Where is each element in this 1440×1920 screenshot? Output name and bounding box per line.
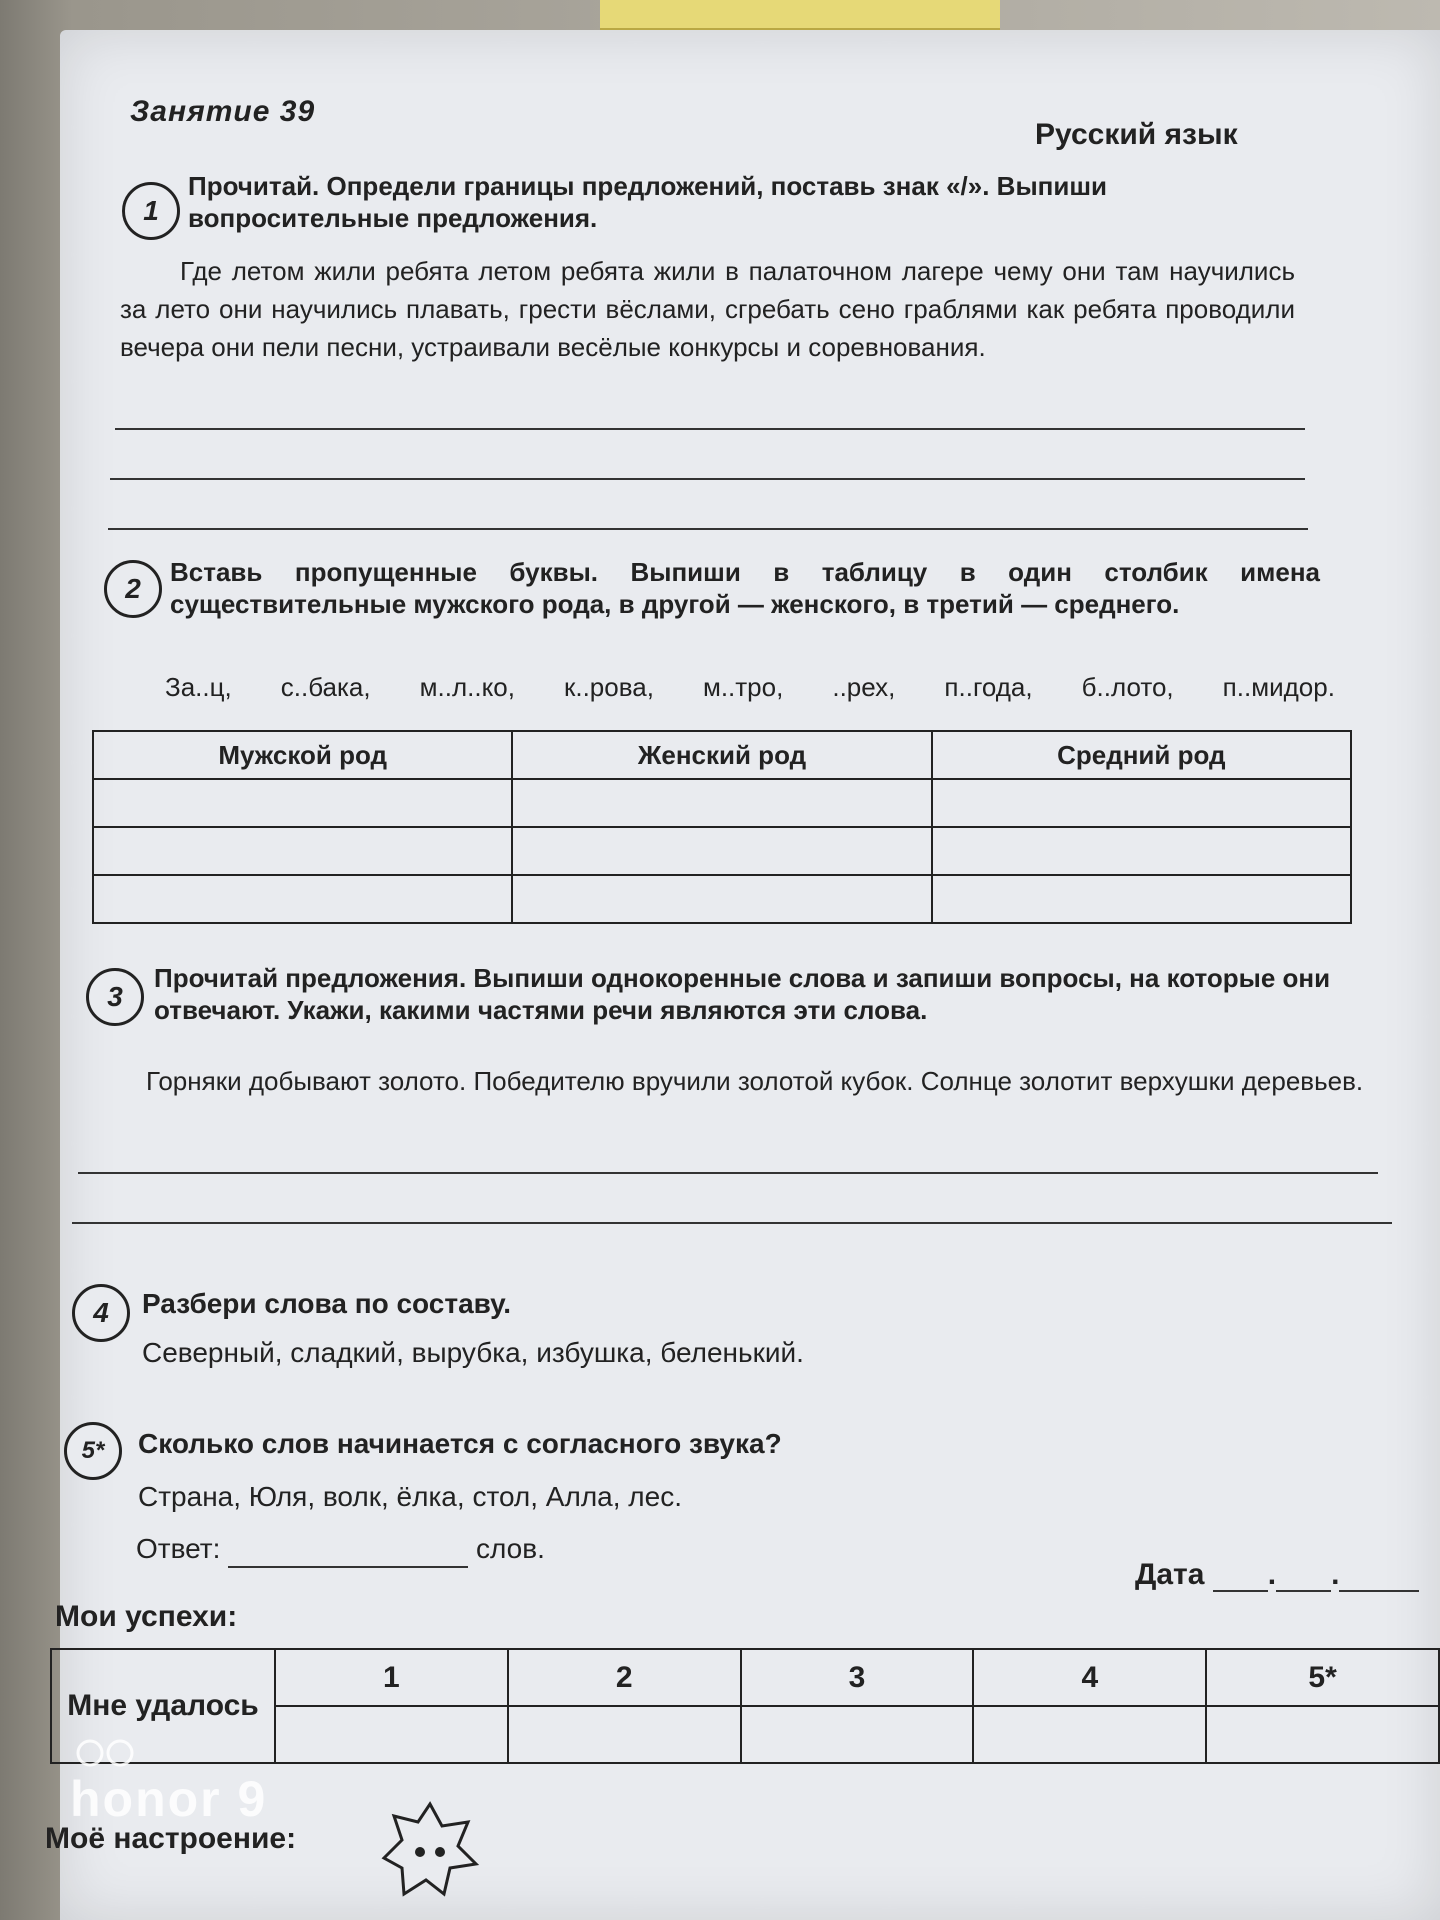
success-cell[interactable]: [741, 1706, 974, 1763]
table-cell[interactable]: [932, 875, 1351, 923]
answer-line[interactable]: [108, 528, 1308, 530]
word: п..года,: [944, 672, 1033, 702]
word: За..ц,: [165, 672, 232, 702]
task-number-4: 4: [72, 1284, 130, 1342]
word: ..рех,: [832, 672, 896, 702]
answer-label: Ответ:: [136, 1533, 221, 1564]
task-number-2: 2: [104, 560, 162, 618]
task4-text: Северный, сладкий, вырубка, избушка, беленький.: [142, 1337, 804, 1368]
task2-word-list: [165, 672, 1335, 703]
task1-text: Где летом жили ребята летом ребята жили в палаточном лагере чему они там научились за лето они научились плавать, грести вёслами, сгребать сено граблями как ребята проводили вечера они пели песни, устраивали весёлые конкурсы и соревнования.: [120, 256, 1295, 362]
column-header: 1: [275, 1649, 508, 1706]
date-day-line[interactable]: [1213, 1562, 1268, 1592]
answer-line[interactable]: [72, 1222, 1392, 1224]
task5-answer: [136, 1530, 836, 1568]
gender-table: [92, 730, 1352, 924]
column-header: 4: [973, 1649, 1206, 1706]
table-cell[interactable]: [932, 827, 1351, 875]
task3-text: Горняки добывают золото. Победителю вручили золотой кубок. Солнце золотит верхушки деревьев.: [146, 1066, 1364, 1096]
task4-title: Разбери слова по составу.: [142, 1288, 512, 1319]
task-number-5: 5*: [64, 1422, 122, 1480]
success-table: [50, 1648, 1440, 1764]
success-cell[interactable]: [1206, 1706, 1439, 1763]
answer-input-line[interactable]: [228, 1536, 468, 1568]
table-cell[interactable]: [932, 779, 1351, 827]
table-cell[interactable]: [512, 827, 931, 875]
answer-line[interactable]: [110, 478, 1305, 480]
top-book-edge: [600, 0, 1000, 30]
lesson-title: Занятие 39: [130, 95, 316, 128]
answer-suffix: слов.: [475, 1533, 545, 1564]
row-label: Мне удалось: [51, 1649, 275, 1763]
success-cell[interactable]: [508, 1706, 741, 1763]
word: б..лото,: [1081, 672, 1174, 702]
word: м..л..ко,: [419, 672, 515, 702]
subject-title: Русский язык: [1035, 118, 1238, 151]
task-number-3: 3: [86, 968, 144, 1026]
table-cell[interactable]: [93, 875, 512, 923]
column-header-neuter: Средний род: [932, 731, 1351, 779]
success-cell[interactable]: [973, 1706, 1206, 1763]
date-label: Дата: [1135, 1558, 1205, 1591]
word: п..мидор.: [1222, 672, 1335, 702]
task2-title: Вставь пропущенные буквы. Выпиши в таблицу в один столбик имена существительные мужского рода, в другой — женского, в третий — среднего.: [170, 557, 1320, 619]
word: к..рова,: [563, 672, 654, 702]
column-header: 3: [741, 1649, 974, 1706]
mood-label: Моё настроение:: [45, 1822, 297, 1855]
task3-title: Прочитай предложения. Выпиши однокоренные слова и запиши вопросы, на которые они отвечают. Укажи, какими частями речи являются эти слова.: [154, 963, 1331, 1025]
date-field: Дата . .: [1135, 1558, 1419, 1592]
column-header-feminine: Женский род: [512, 731, 931, 779]
camera-watermark-icon: [75, 1738, 165, 1768]
column-header: 5*: [1206, 1649, 1439, 1706]
date-month-line[interactable]: [1276, 1562, 1331, 1592]
mood-star-icon[interactable]: [380, 1800, 480, 1900]
column-header: 2: [508, 1649, 741, 1706]
task-number-1: 1: [122, 182, 180, 240]
task5-text: Страна, Юля, волк, ёлка, стол, Алла, лес.: [138, 1481, 682, 1512]
word: с..бака,: [280, 672, 371, 702]
answer-line[interactable]: [78, 1172, 1378, 1174]
task5-title: Сколько слов начинается с согласного звука?: [138, 1428, 782, 1459]
task1-title: Прочитай. Определи границы предложений, поставь знак «/». Выпиши вопросительные предложения.: [188, 171, 1107, 233]
word: м..тро,: [702, 672, 784, 702]
camera-watermark: honor 9: [70, 1771, 268, 1827]
table-cell[interactable]: [93, 827, 512, 875]
table-cell[interactable]: [93, 779, 512, 827]
success-label: Мои успехи:: [55, 1600, 238, 1633]
column-header-masculine: Мужской род: [93, 731, 512, 779]
answer-line[interactable]: [115, 428, 1305, 430]
table-cell[interactable]: [512, 779, 931, 827]
table-cell[interactable]: [512, 875, 931, 923]
date-year-line[interactable]: [1339, 1562, 1419, 1592]
success-cell[interactable]: [275, 1706, 508, 1763]
